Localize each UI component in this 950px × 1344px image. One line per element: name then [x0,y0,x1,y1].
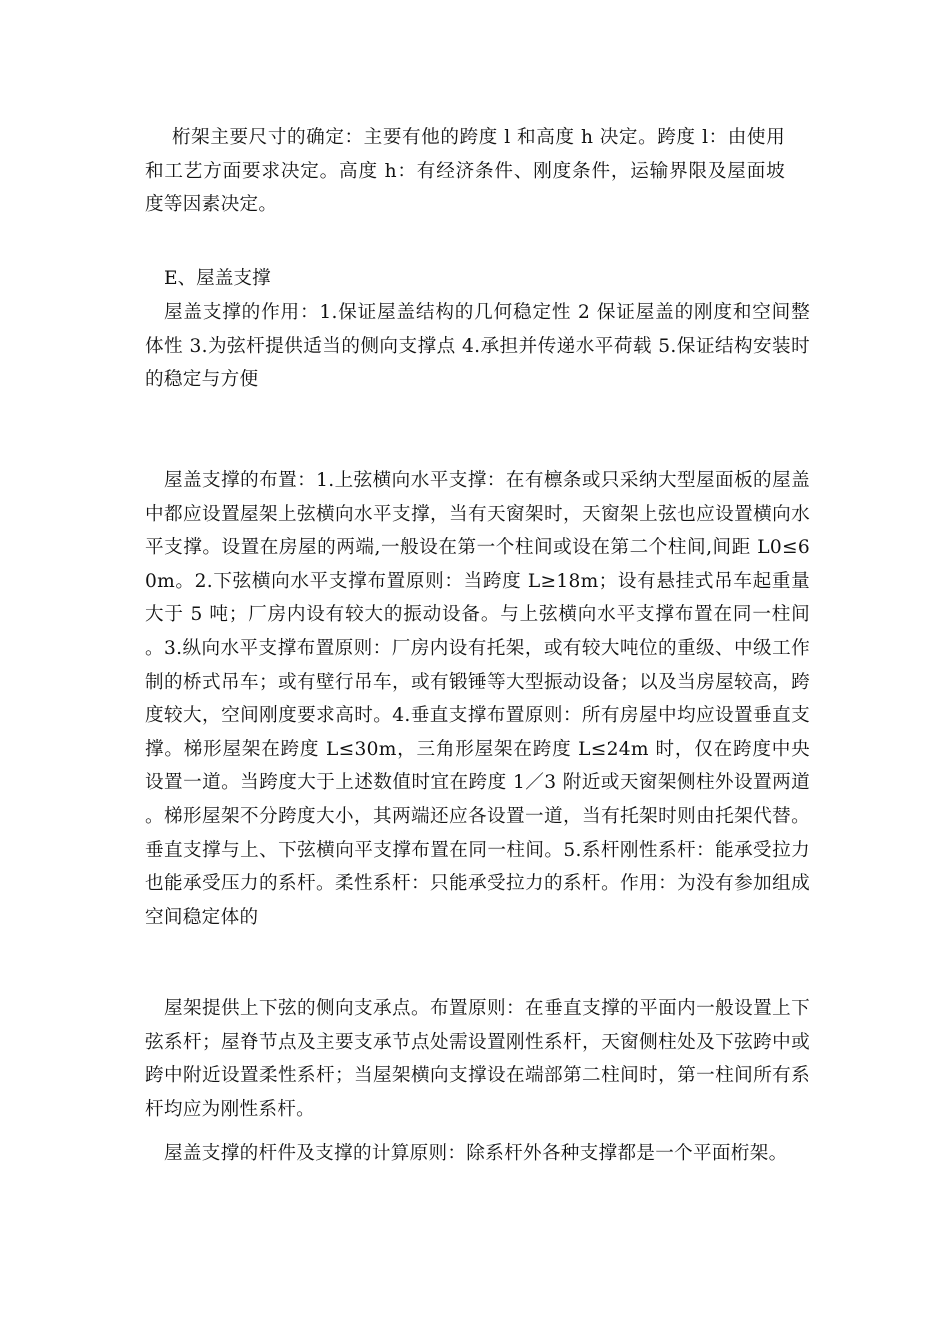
paragraph-bracing-layout: 屋盖支撑的布置：1.上弦横向水平支撑：在有檩条或只采纳大型屋面板的屋盖中都应设置屋架上弦横向水平支撑，当有天窗架时，天窗架上弦也应设置横向水平支撑。设置在房屋的两端,一般设在第一个柱间或设在第二个柱间,间距 L0≤60m。2.下弦横向水平支撑布置原则：当跨度 L≥18m；设有悬挂式吊车起重量大于 5 吨；厂房内设有较大的振动设备。与上弦横向水平支撑布置在同一柱间。3.纵向水平支撑布置原则：厂房内设有托架，或有较大吨位的重级、中级工作制的桥式吊车；或有壁行吊车，或有锻锤等大型振动设备；以及当房屋较高，跨度较大，空间刚度要求高时。4.垂直支撑布置原则：所有房屋中均应设置垂直支撑。梯形屋架在跨度 L≤30m，三角形屋架在跨度 L≤24m 时，仅在跨度中央设置一道。当跨度大于上述数值时宜在跨度 1／3 附近或天窗架侧柱外设置两道。梯形屋架不分跨度大小，其两端还应各设置一道，当有托架时则由托架代替。垂直支撑与上、下弦横向平支撑布置在同一柱间。5.系杆刚性系杆：能承受拉力也能承受压力的系杆。柔性系杆：只能承受拉力的系杆。作用：为没有参加组成空间稳定体的 [145,470,810,928]
paragraph-truss-dimensions: 桁架主要尺寸的确定：主要有他的跨度 l 和高度 h 决定。跨度 l：由使用和工艺方面要求决定。高度 h：有经济条件、刚度条件，运输界限及屋面坡度等因素决定。 [145,127,785,216]
paragraph-tie-rod-layout: 屋架提供上下弦的侧向支承点。布置原则：在垂直支撑的平面内一般设置上下弦系杆；屋脊节点及主要支承节点处需设置刚性系杆，天窗侧柱处及下弦跨中或跨中附近设置柔性系杆；当屋架横向支撑设在端部第二柱间时，第一柱间所有系杆均应为刚性系杆。 [145,998,810,1120]
section-heading-roof-bracing: E、屋盖支撑 [164,268,271,289]
paragraph-bracing-function: 屋盖支撑的作用：1.保证屋盖结构的几何稳定性 2 保证屋盖的刚度和空间整体性 3.为弦杆提供适当的侧向支撑点 4.承担并传递水平荷载 5.保证结构安装时的稳定与方便 [145,302,810,391]
paragraph-calculation-principle: 屋盖支撑的杆件及支撑的计算原则：除系杆外各种支撑都是一个平面桁架。 [164,1143,788,1164]
